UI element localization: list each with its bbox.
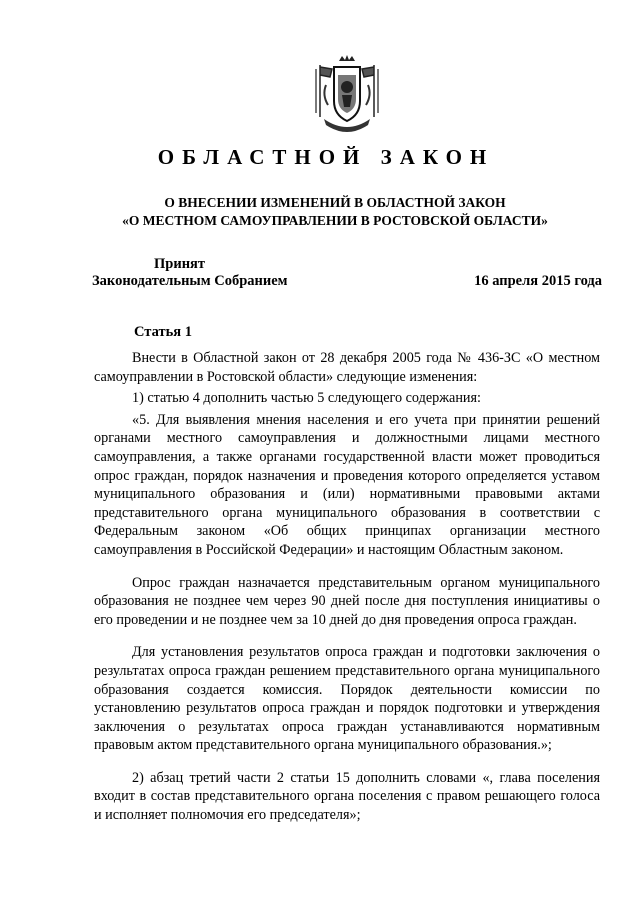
- paragraph: Для установления результатов опроса граждан и подготовки заключения о результатах опроса граждан решением представительного органа муниципального образования создается комиссия. Порядок деятельности комиссии по установлению результатов опроса граждан и порядок подготовки и утверждения заключения о результатах опроса граждан устанавливаются нормативным правовым актом представительного органа муниципального образования.»;: [94, 644, 600, 754]
- coat-of-arms-emblem: [312, 55, 382, 135]
- adoption-date: 16 апреля 2015 года: [474, 273, 602, 289]
- adopted-by: Законодательным Собранием: [92, 273, 288, 289]
- paragraph: «5. Для выявления мнения населения и его учета при принятии решений органами местного самоуправления и должностными лицами местного самоуправления, а также органами государственной власти может проводиться опрос граждан, порядок назначения и проведения которого определяется уставом муниципального образования и (или) нормативными правовыми актами представительного органа муниципального образования в соответствии с Федеральным законом «Об общих принципах организации местного самоуправления в Российской Федерации» и настоящим Областным законом.: [94, 411, 600, 558]
- paragraph: 2) абзац третий части 2 статьи 15 дополнить словами «, глава поселения входит в состав представительного органа поселения с правом решающего голоса и исполняет полномочия его председателя»;: [94, 769, 600, 824]
- article-body: [94, 349, 600, 825]
- paragraph: 1) статью 4 дополнить частью 5 следующего содержания:: [132, 390, 481, 407]
- adoption-block: [92, 256, 602, 290]
- paragraph: Внести в Областной закон от 28 декабря 2005 года № 436-ЗС «О местном самоуправлении в Ростовской области» следующие изменения:: [94, 350, 600, 385]
- adopted-label: Принят: [154, 256, 206, 272]
- article-heading: Статья 1: [134, 324, 192, 340]
- document-subtitle: [0, 194, 640, 230]
- paragraph: Опрос граждан назначается представительным органом муниципального образования не позднее чем через 90 дней после дня поступления инициативы о его проведении и не позднее чем за 10 дней до дня проведения опроса граждан.: [94, 574, 600, 628]
- document-title: ОБЛАСТНОЙ ЗАКОН: [157, 145, 495, 169]
- subtitle-line: «О МЕСТНОМ САМОУПРАВЛЕНИИ В РОСТОВСКОЙ ОБЛАСТИ»: [122, 213, 548, 228]
- subtitle-line: О ВНЕСЕНИИ ИЗМЕНЕНИЙ В ОБЛАСТНОЙ ЗАКОН: [164, 195, 506, 210]
